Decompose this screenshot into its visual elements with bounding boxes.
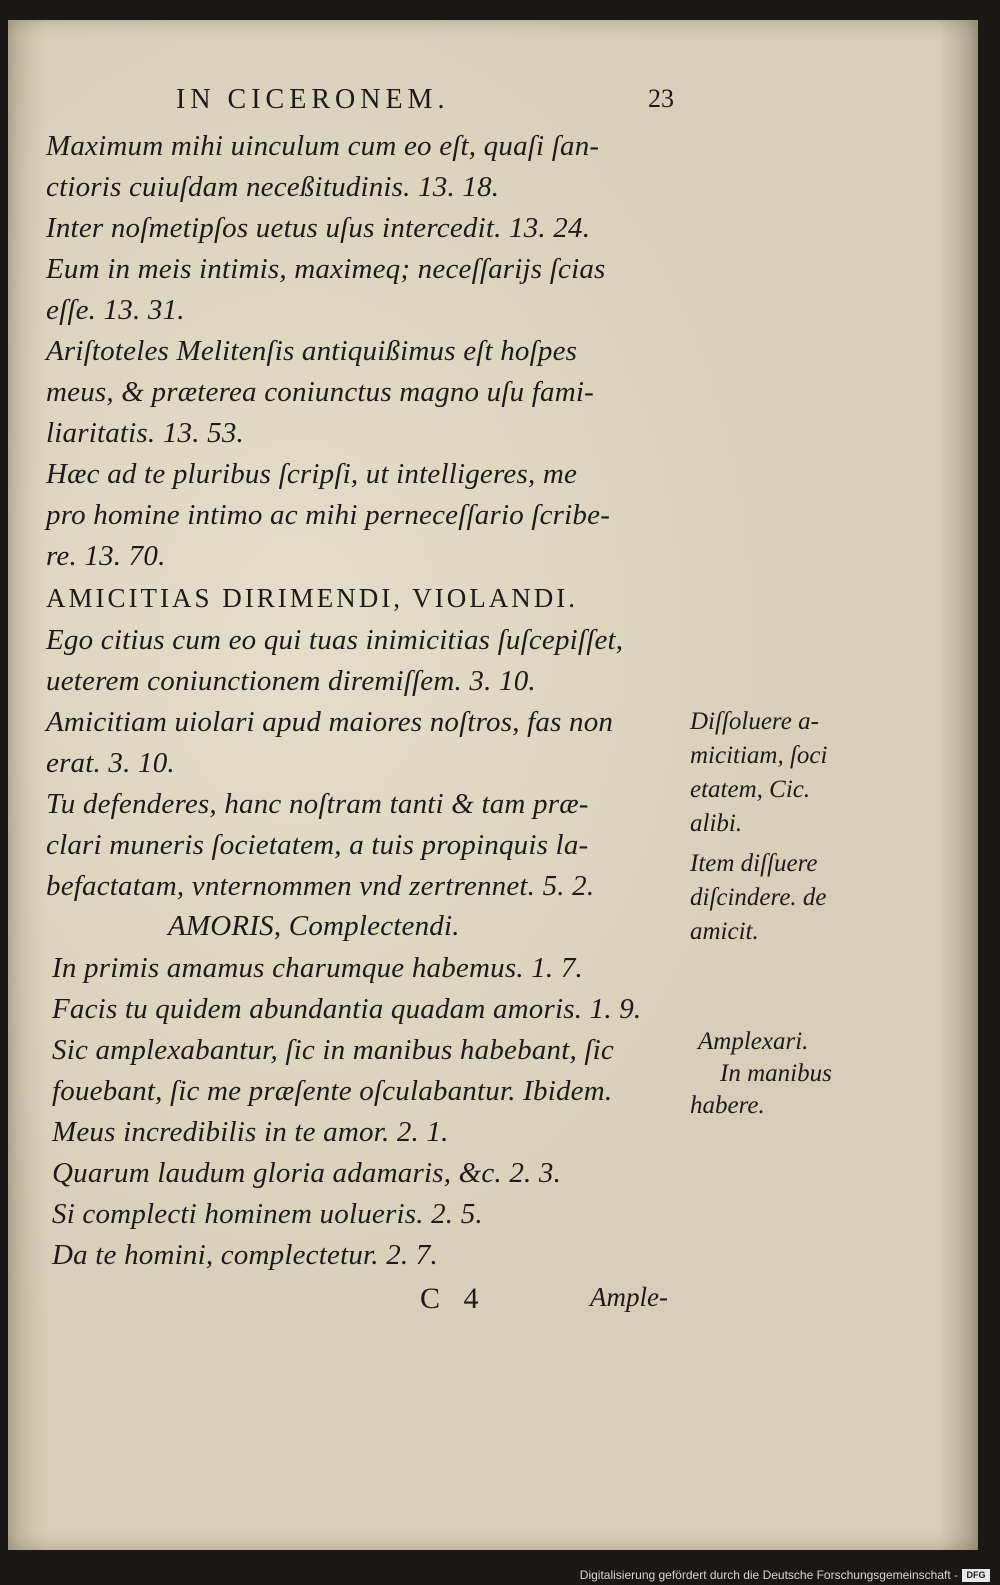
text-line: Meus incredibilis in te amor. 2. 1.	[52, 1116, 449, 1148]
margin-note: etatem, Cic.	[690, 776, 811, 803]
text-line: ueterem coniunctionem diremiſſem. 3. 10.	[46, 665, 536, 697]
text-line: Hæc ad te pluribus ſcripſi, ut intelligeres, me	[46, 458, 578, 490]
margin-note: alibi.	[690, 810, 743, 837]
catchword: Ample-	[590, 1282, 668, 1312]
text-line: Ego citius cum eo qui tuas inimicitias ſuſcepiſſet,	[46, 624, 624, 656]
text-line: Da te homini, complectetur. 2. 7.	[52, 1239, 438, 1271]
text-line: Tu defenderes, hanc noſtram tanti & tam præ-	[46, 788, 589, 820]
text-line: Si complecti hominem uolueris. 2. 5.	[52, 1198, 483, 1230]
margin-note: Diſſoluere a-	[690, 708, 819, 735]
margin-note: Item diſſuere	[690, 850, 818, 877]
dfg-logo-icon: DFG	[962, 1569, 990, 1582]
signature-mark: C 4	[420, 1282, 487, 1315]
text-line: clari muneris ſocietatem, a tuis propinquis la-	[46, 829, 589, 861]
text-line: befactatam, vnternommen vnd zertrennet. 5. 2.	[46, 870, 595, 902]
page-number: 23	[648, 84, 674, 113]
text-line: Sic amplexabantur, ſic in manibus habebant, ſic	[52, 1034, 614, 1066]
margin-note: amicit.	[690, 918, 759, 945]
book-page	[8, 20, 978, 1550]
text-line: Maximum mihi uinculum cum eo eſt, quaſi ſan-	[46, 130, 600, 162]
text-line: Facis tu quidem abundantia quadam amoris. 1. 9.	[52, 993, 642, 1025]
text-line: meus, & præterea coniunctus magno uſu fami-	[46, 376, 595, 408]
footer-credit: Digitalisierung gefördert durch die Deutsche Forschungsgemeinschaft -	[579, 1568, 958, 1582]
text-line: In primis amamus charumque habemus. 1. 7.	[52, 952, 583, 984]
text-line: pro homine intimo ac mihi perneceſſario ſcribe-	[46, 499, 611, 531]
text-line: erat. 3. 10.	[46, 747, 175, 779]
section-heading: AMICITIAS DIRIMENDI, VIOLANDI.	[46, 583, 578, 613]
digitization-footer	[0, 1550, 1000, 1585]
margin-note: diſcindere. de	[690, 884, 827, 911]
text-line: liaritatis. 13. 53.	[46, 417, 244, 449]
text-line: Quarum laudum gloria adamaris, &c. 2. 3.	[52, 1157, 562, 1189]
text-line: Amicitiam uiolari apud maiores noſtros, fas non	[46, 706, 614, 738]
margin-note: micitiam, ſoci	[690, 742, 828, 769]
margin-note: In manibus	[720, 1060, 832, 1087]
text-line: Eum in meis intimis, maximeq; neceſſarijs ſcias	[46, 253, 606, 285]
margin-note: Amplexari.	[698, 1028, 809, 1055]
margin-note: habere.	[690, 1092, 765, 1119]
text-line: fouebant, ſic me præſente oſculabantur. Ibidem.	[52, 1075, 613, 1107]
text-line: eſſe. 13. 31.	[46, 294, 185, 326]
text-line: re. 13. 70.	[46, 540, 166, 572]
section-heading: AMORIS, Complectendi.	[168, 910, 460, 942]
running-header: IN CICERONEM.	[176, 84, 450, 115]
text-line: Ariſtoteles Melitenſis antiquißimus eſt hoſpes	[46, 335, 578, 367]
text-line: Inter noſmetipſos uetus uſus intercedit. 13. 24.	[46, 212, 591, 244]
text-line: ctioris cuiuſdam neceßitudinis. 13. 18.	[46, 171, 500, 203]
